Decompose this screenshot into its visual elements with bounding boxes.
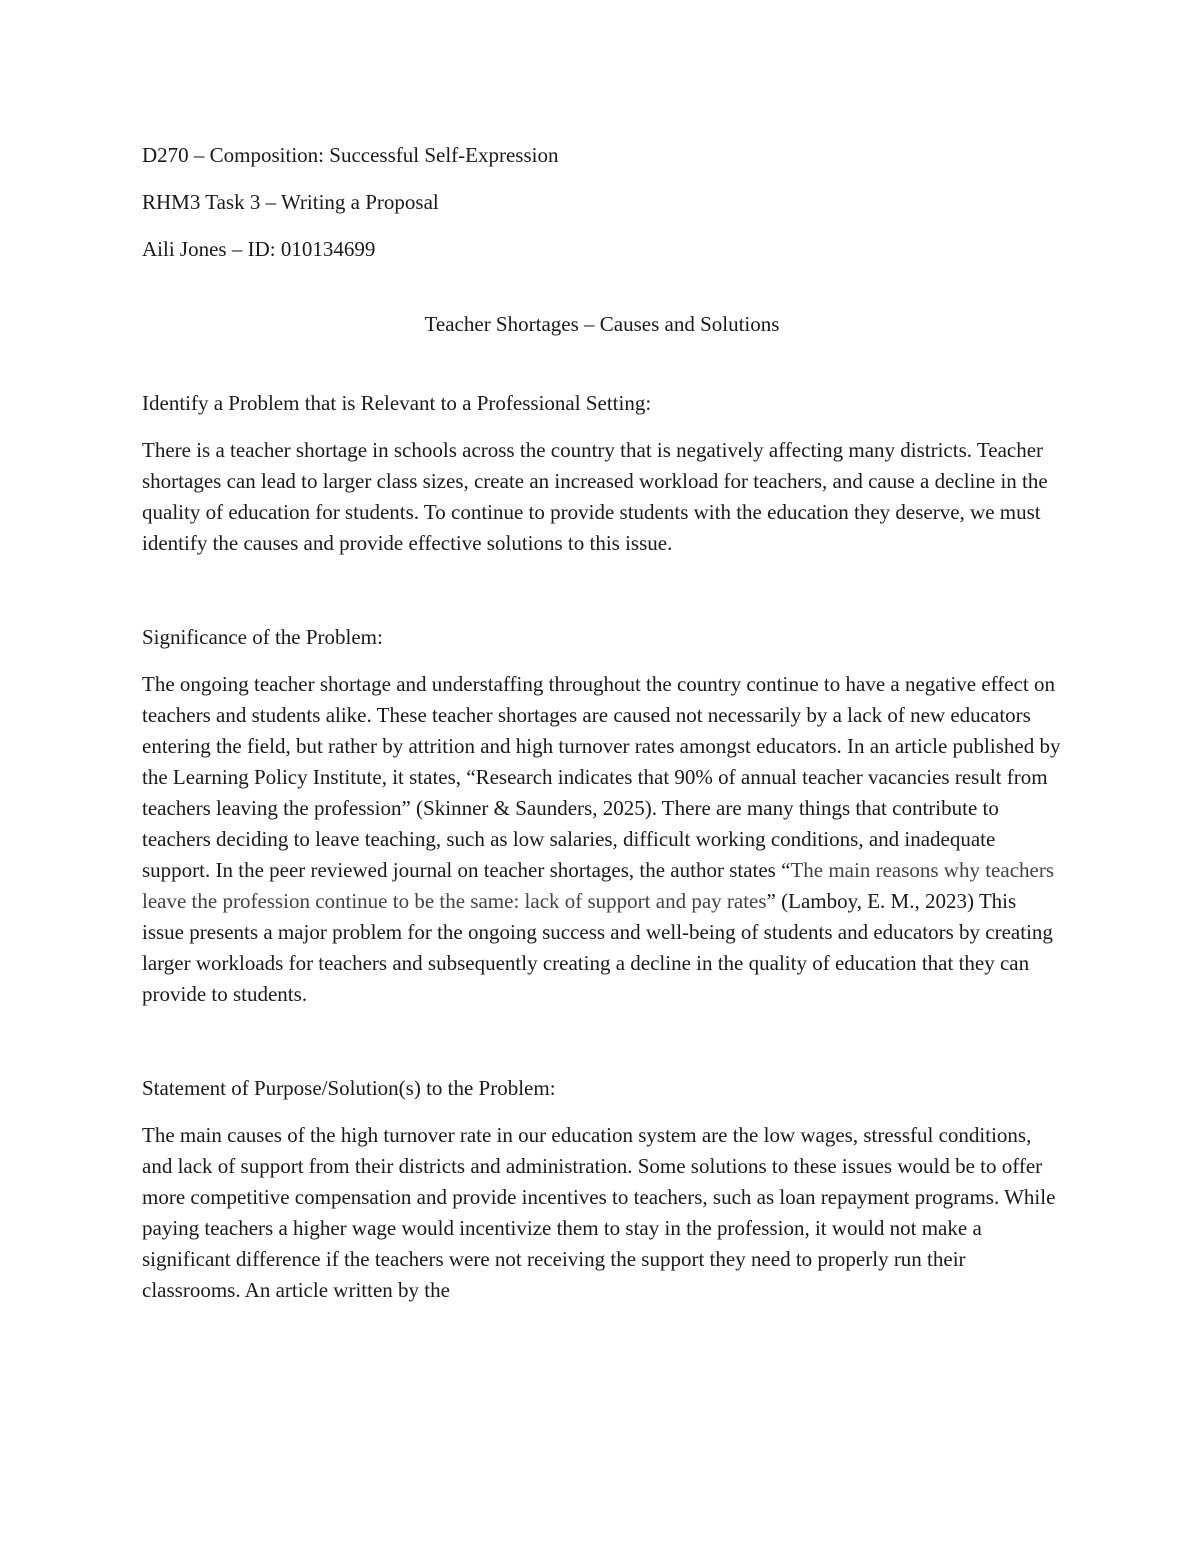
significance-text-part1: The ongoing teacher shortage and understaffing throughout the country continue to have a negative effect on teachers and students alike. These teacher shortages are caused not necessarily by a lack of new educators entering the field, but rather by attrition and high turnover rates amongst educators. In an article published by the Learning Policy Institute, it states, “Research indicates that 90% of annual teacher vacancies result from teachers leaving the profession” (Skinner & Saunders, 2025). There are many things that contribute to teachers deciding to leave teaching, such as low salaries, difficult working conditions, and inadequate support. In the peer reviewed journal on teacher shortages, the author states “: [142, 672, 1061, 882]
document-title: Teacher Shortages – Causes and Solutions: [424, 312, 780, 336]
significance-text-part2: ” (Lamboy, E. M., 2023) This issue presents a major problem for the ongoing success and well-being of students and educators by creating larger workloads for teachers and subsequently creating a decline in the quality of education that they can provide to students.: [142, 889, 1053, 1006]
document-content: [142, 140, 1062, 1306]
task-line: RHM3 Task 3 – Writing a Proposal: [142, 190, 439, 214]
section-body-significance: [142, 669, 1062, 1010]
section-body-problem: There is a teacher shortage in schools across the country that is negatively affecting many districts. Teacher shortages can lead to larger class sizes, create an increased workload for teachers, and cause a decline in the quality of education for students. To continue to provide students with the education they deserve, we must identify the causes and provide effective solutions to this issue.: [142, 438, 1048, 555]
course-line: D270 – Composition: Successful Self-Expression: [142, 143, 559, 167]
author-line: Aili Jones – ID: 010134699: [142, 237, 376, 261]
section-body-purpose: The main causes of the high turnover rate in our education system are the low wages, stressful conditions, and lack of support from their districts and administration. Some solutions to these issues would be to offer more competitive compensation and provide incentives to teachers, such as loan repayment programs. While paying teachers a higher wage would incentivize them to stay in the profession, it would not make a significant difference if the teachers were not receiving the support they need to properly run their classrooms. An article written by the: [142, 1123, 1056, 1302]
significance-quote: The main reasons why teachers leave the profession continue to be the same: lack of support and pay rates: [142, 858, 1055, 913]
section-heading-problem: Identify a Problem that is Relevant to a Professional Setting:: [142, 391, 652, 415]
section-heading-significance: Significance of the Problem:: [142, 625, 383, 649]
section-heading-purpose: Statement of Purpose/Solution(s) to the Problem:: [142, 1076, 556, 1100]
